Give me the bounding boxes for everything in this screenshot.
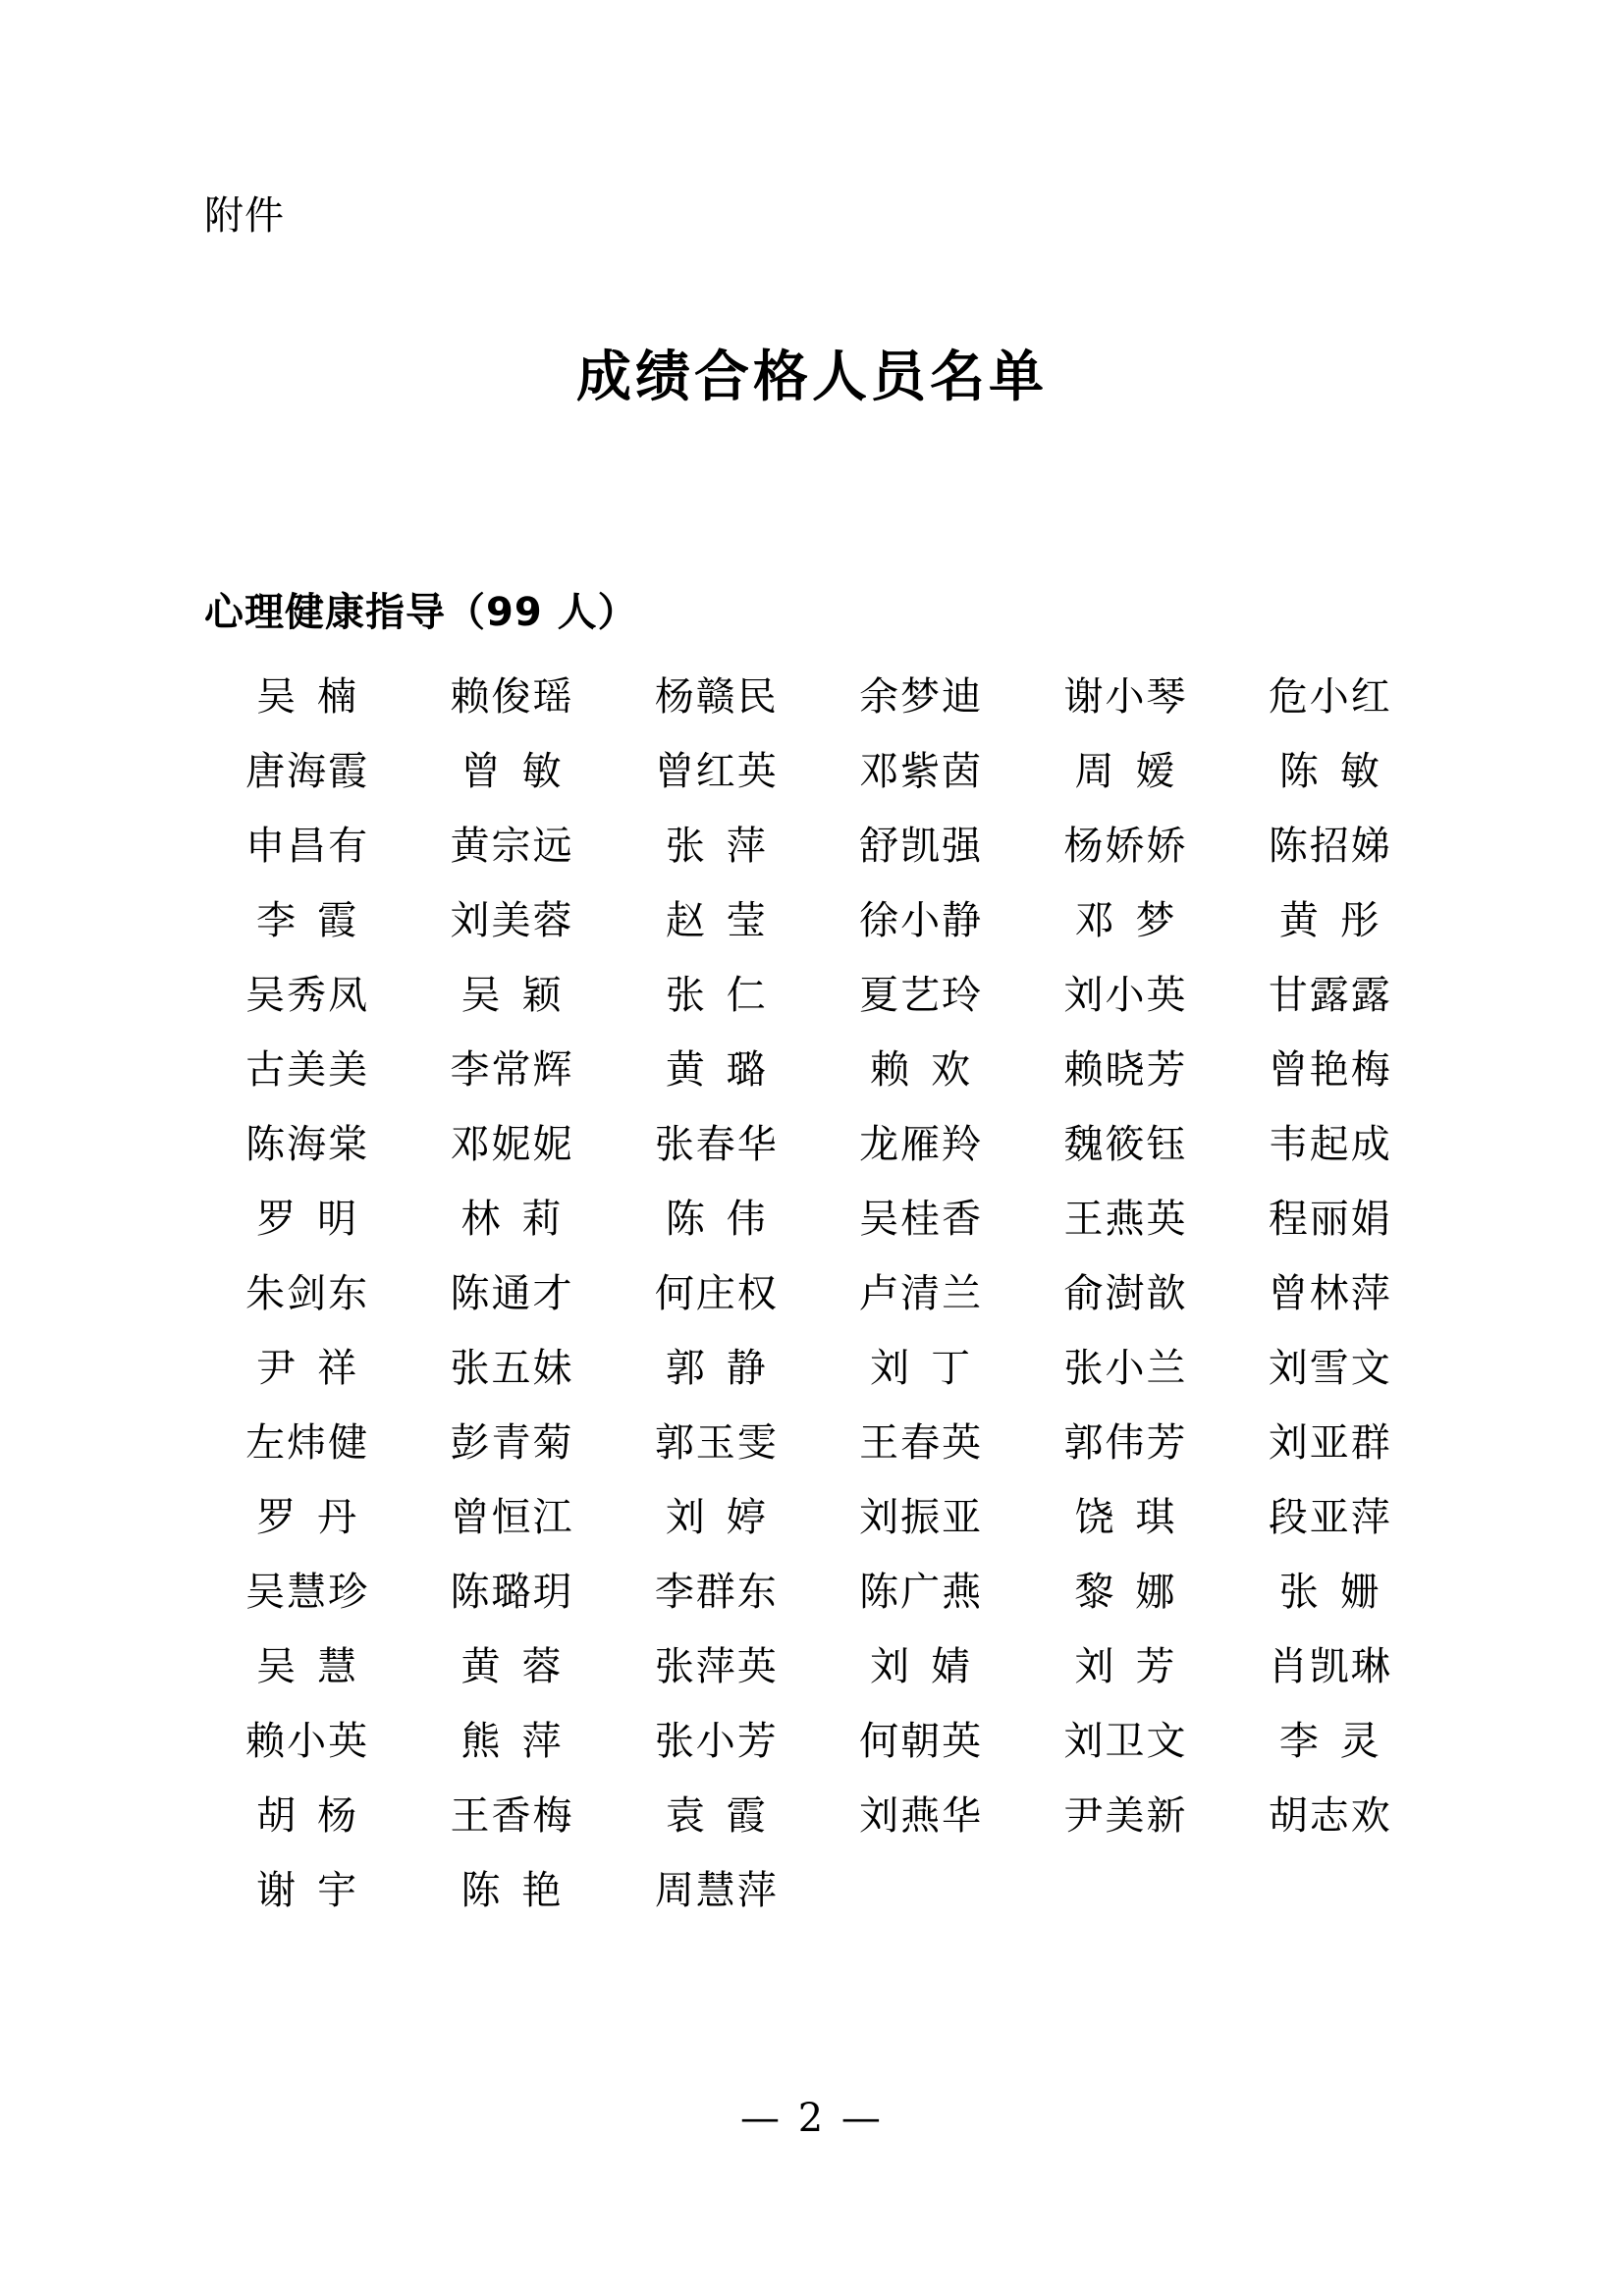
name-cell: 余梦迪 <box>859 674 984 720</box>
name-cell: 王香梅 <box>450 1793 574 1839</box>
name-cell: 张五妹 <box>450 1346 574 1391</box>
name-cell: 彭青菊 <box>450 1420 574 1466</box>
name-cell: 黄璐 <box>665 1047 787 1093</box>
name-cell: 袁霞 <box>665 1793 787 1839</box>
name-cell: 刘亚群 <box>1268 1420 1392 1466</box>
name-cell: 甘露露 <box>1268 973 1392 1018</box>
name-cell: 刘丁 <box>870 1346 993 1391</box>
name-cell: 黄宗远 <box>450 824 574 869</box>
name-cell: 饶琪 <box>1074 1495 1197 1540</box>
name-cell: 罗明 <box>256 1197 379 1242</box>
name-cell: 尹祥 <box>256 1346 379 1391</box>
name-cell: 周慧萍 <box>654 1868 779 1913</box>
name-cell: 吴桂香 <box>859 1197 984 1242</box>
name-cell: 邓紫茵 <box>859 749 984 794</box>
name-cell: 胡杨 <box>256 1793 379 1839</box>
name-cell: 曾艳梅 <box>1268 1047 1392 1093</box>
name-cell: 张萍 <box>665 824 787 869</box>
name-cell: 赖俊瑶 <box>450 674 574 720</box>
name-cell: 王燕英 <box>1063 1197 1188 1242</box>
name-cell: 刘芳 <box>1074 1644 1197 1689</box>
name-cell: 赖晓芳 <box>1063 1047 1188 1093</box>
name-cell: 龙雁羚 <box>859 1122 984 1167</box>
qualified-names-grid <box>204 660 1432 1928</box>
name-cell: 陈敏 <box>1278 749 1401 794</box>
name-cell: 罗丹 <box>256 1495 379 1540</box>
name-cell: 黎娜 <box>1074 1570 1197 1615</box>
name-cell: 危小红 <box>1268 674 1392 720</box>
name-cell: 魏筱钰 <box>1063 1122 1188 1167</box>
name-cell: 周嫒 <box>1074 749 1197 794</box>
name-cell: 吴颖 <box>460 973 583 1018</box>
name-cell: 郭玉雯 <box>654 1420 779 1466</box>
name-cell: 曾林萍 <box>1268 1271 1392 1316</box>
name-cell: 郭伟芳 <box>1063 1420 1188 1466</box>
name-cell: 何朝英 <box>859 1719 984 1764</box>
name-cell: 熊萍 <box>460 1719 583 1764</box>
name-cell: 谢宇 <box>256 1868 379 1913</box>
name-cell: 刘美蓉 <box>450 898 574 943</box>
name-cell: 杨娇娇 <box>1063 824 1188 869</box>
name-cell: 张萍英 <box>654 1644 779 1689</box>
name-cell: 李常辉 <box>450 1047 574 1093</box>
name-cell: 邓梦 <box>1074 898 1197 943</box>
name-cell: 舒凯强 <box>859 824 984 869</box>
name-cell: 刘振亚 <box>859 1495 984 1540</box>
page-number: — 2 — <box>740 2096 884 2141</box>
name-cell: 郭静 <box>665 1346 787 1391</box>
name-cell: 曾敏 <box>460 749 583 794</box>
attachment-label: 附件 <box>204 193 285 239</box>
name-cell: 李灵 <box>1278 1719 1401 1764</box>
name-cell: 张姗 <box>1278 1570 1401 1615</box>
name-cell: 徐小静 <box>859 898 984 943</box>
name-cell: 张仁 <box>665 973 787 1018</box>
name-cell: 刘卫文 <box>1063 1719 1188 1764</box>
name-cell: 张小兰 <box>1063 1346 1188 1391</box>
name-cell: 刘婷 <box>665 1495 787 1540</box>
name-cell: 刘婧 <box>870 1644 993 1689</box>
name-cell: 卢清兰 <box>859 1271 984 1316</box>
name-cell: 尹美新 <box>1063 1793 1188 1839</box>
name-cell: 林莉 <box>460 1197 583 1242</box>
name-cell: 陈广燕 <box>859 1570 984 1615</box>
name-cell: 赵莹 <box>665 898 787 943</box>
name-cell: 朱剑东 <box>245 1271 370 1316</box>
name-cell: 王春英 <box>859 1420 984 1466</box>
name-cell: 张春华 <box>654 1122 779 1167</box>
name-cell: 韦起成 <box>1268 1122 1392 1167</box>
name-cell: 古美美 <box>245 1047 370 1093</box>
name-cell: 曾红英 <box>654 749 779 794</box>
name-cell: 陈海棠 <box>245 1122 370 1167</box>
name-cell: 程丽娟 <box>1268 1197 1392 1242</box>
name-cell: 赖小英 <box>245 1719 370 1764</box>
name-cell: 陈璐玥 <box>450 1570 574 1615</box>
name-cell: 陈通才 <box>450 1271 574 1316</box>
name-cell: 李群东 <box>654 1570 779 1615</box>
name-cell: 俞澍歆 <box>1063 1271 1188 1316</box>
name-cell: 赖欢 <box>870 1047 993 1093</box>
name-cell: 黄彤 <box>1278 898 1401 943</box>
name-cell: 夏艺玲 <box>859 973 984 1018</box>
name-cell: 肖凯琳 <box>1268 1644 1392 1689</box>
name-cell: 段亚萍 <box>1268 1495 1392 1540</box>
name-cell: 刘雪文 <box>1268 1346 1392 1391</box>
name-cell: 胡志欢 <box>1268 1793 1392 1839</box>
name-cell: 唐海霞 <box>245 749 370 794</box>
name-cell: 何庄权 <box>654 1271 779 1316</box>
name-cell: 陈艳 <box>460 1868 583 1913</box>
name-cell: 黄蓉 <box>460 1644 583 1689</box>
name-cell: 谢小琴 <box>1063 674 1188 720</box>
name-cell: 陈招娣 <box>1268 824 1392 869</box>
name-cell: 吴慧 <box>256 1644 379 1689</box>
name-cell: 刘小英 <box>1063 973 1188 1018</box>
name-cell: 吴楠 <box>256 674 379 720</box>
name-cell: 申昌有 <box>245 824 370 869</box>
name-cell: 陈伟 <box>665 1197 787 1242</box>
name-cell: 刘燕华 <box>859 1793 984 1839</box>
section-heading: 心理健康指导（99 人） <box>204 590 638 635</box>
page-title: 成绩合格人员名单 <box>576 346 1048 409</box>
name-cell: 张小芳 <box>654 1719 779 1764</box>
name-cell: 吴秀凤 <box>245 973 370 1018</box>
name-cell: 杨赣民 <box>654 674 779 720</box>
name-cell: 左炜健 <box>245 1420 370 1466</box>
name-cell: 吴慧珍 <box>245 1570 370 1615</box>
name-cell: 李霞 <box>256 898 379 943</box>
name-cell: 邓妮妮 <box>450 1122 574 1167</box>
name-cell: 曾恒江 <box>450 1495 574 1540</box>
